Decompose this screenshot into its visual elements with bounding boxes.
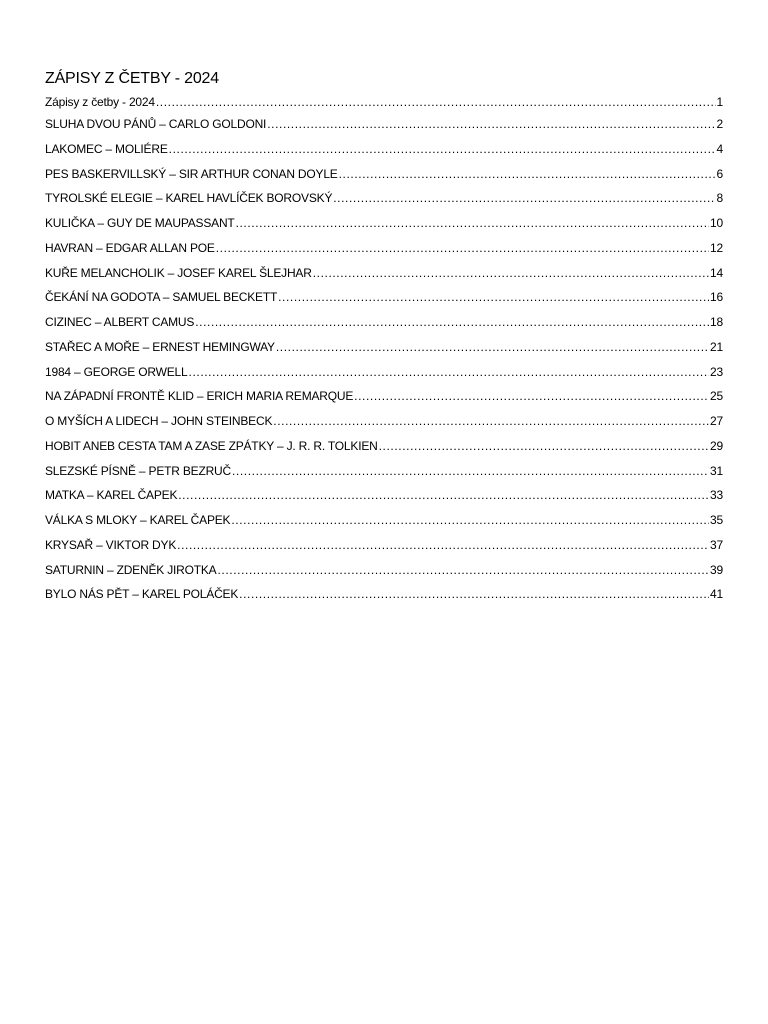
toc-entry[interactable] — [45, 285, 723, 310]
toc-page-number: 29 — [710, 438, 723, 453]
toc-entry[interactable] — [45, 137, 723, 162]
toc-page-number: 27 — [710, 414, 723, 428]
toc-entry[interactable] — [45, 310, 723, 335]
toc-dot-leader — [177, 533, 709, 558]
toc-entry[interactable] — [45, 558, 723, 583]
toc-entry[interactable] — [45, 261, 723, 286]
toc-entry-title: LAKOMEC – MOLIÉRE — [45, 141, 168, 156]
toc-dot-leader — [276, 335, 709, 360]
toc-page-number: 23 — [710, 364, 723, 379]
toc-entry[interactable] — [45, 236, 723, 261]
toc-dot-leader — [239, 582, 709, 607]
table-of-contents — [45, 92, 723, 607]
toc-entry[interactable] — [45, 533, 723, 558]
toc-dot-leader — [313, 261, 709, 286]
toc-dot-leader — [195, 310, 709, 335]
toc-page-number: 21 — [710, 339, 723, 354]
toc-entry-title: VÁLKA S MLOKY – KAREL ČAPEK — [45, 513, 231, 527]
toc-entry[interactable] — [45, 483, 723, 508]
toc-entry[interactable] — [45, 186, 723, 211]
toc-entry[interactable] — [45, 384, 723, 409]
toc-page-number: 18 — [710, 315, 723, 329]
toc-entry-title: BYLO NÁS PĚT – KAREL POLÁČEK — [45, 587, 239, 602]
toc-entry[interactable] — [45, 112, 723, 137]
toc-entry-title: STAŘEC A MOŘE – ERNEST HEMINGWAY — [45, 339, 275, 354]
toc-dot-leader — [339, 162, 716, 187]
toc-entry-title: KRYSAŘ – VIKTOR DYK — [45, 537, 177, 552]
toc-page-number: 8 — [716, 191, 723, 206]
toc-page-number: 39 — [710, 562, 723, 577]
toc-entry-title: Zápisy z četby - 2024 — [45, 95, 155, 109]
toc-dot-leader — [169, 137, 716, 162]
toc-entry[interactable] — [45, 409, 723, 434]
toc-page-number: 10 — [710, 216, 723, 230]
toc-dot-leader — [354, 384, 709, 409]
toc-page-number: 35 — [710, 513, 723, 527]
toc-page-number: 16 — [710, 290, 723, 305]
toc-entry-title: O MYŠÍCH A LIDECH – JOHN STEINBECK — [45, 414, 273, 428]
toc-dot-leader — [267, 112, 715, 137]
toc-entry-title: KULIČKA – GUY DE MAUPASSANT — [45, 216, 235, 230]
toc-page-number: 41 — [710, 587, 723, 602]
toc-entry-title: ČEKÁNÍ NA GODOTA – SAMUEL BECKETT — [45, 290, 278, 305]
toc-entry-title: TYROLSKÉ ELEGIE – KAREL HAVLÍČEK BOROVSKÝ — [45, 191, 333, 206]
document-heading: ZÁPISY Z ČETBY - 2024 — [45, 70, 219, 87]
toc-dot-leader — [232, 459, 709, 484]
toc-entry[interactable] — [45, 582, 723, 607]
toc-entry-title: SATURNIN – ZDENĚK JIROTKA — [45, 562, 217, 577]
toc-page-number: 6 — [716, 166, 723, 181]
toc-page-number: 25 — [710, 389, 723, 404]
toc-entry[interactable] — [45, 211, 723, 236]
toc-dot-leader — [236, 211, 709, 236]
toc-entry-title: HAVRAN – EDGAR ALLAN POE — [45, 240, 215, 255]
toc-entry-title: SLUHA DVOU PÁNŮ – CARLO GOLDONI — [45, 117, 267, 131]
toc-entry-title: SLEZSKÉ PÍSNĚ – PETR BEZRUČ — [45, 463, 231, 478]
toc-page-number: 33 — [710, 488, 723, 503]
toc-page-number: 14 — [710, 265, 723, 280]
toc-page-number: 1 — [716, 95, 723, 109]
toc-entry[interactable] — [45, 459, 723, 484]
toc-page-number: 37 — [710, 537, 723, 552]
toc-dot-leader — [156, 92, 716, 112]
toc-page-number: 31 — [710, 463, 723, 478]
toc-dot-leader — [189, 360, 710, 385]
toc-dot-leader — [178, 483, 709, 508]
toc-entry[interactable] — [45, 360, 723, 385]
toc-entry-title: MATKA – KAREL ČAPEK — [45, 488, 178, 503]
toc-entry-title: NA ZÁPADNÍ FRONTĚ KLID – ERICH MARIA REMARQUE — [45, 389, 354, 404]
toc-entry-title: KUŘE MELANCHOLIK – JOSEF KAREL ŠLEJHAR — [45, 265, 312, 280]
toc-page-number: 2 — [716, 117, 723, 131]
toc-dot-leader — [278, 285, 709, 310]
toc-page-number: 12 — [710, 240, 723, 255]
toc-dot-leader — [273, 409, 709, 434]
toc-entry[interactable] — [45, 508, 723, 533]
toc-entry[interactable] — [45, 92, 723, 112]
toc-dot-leader — [379, 434, 709, 459]
toc-dot-leader — [333, 186, 715, 211]
toc-entry-title: HOBIT ANEB CESTA TAM A ZASE ZPÁTKY – J. R. R. TOLKIEN — [45, 438, 378, 453]
toc-entry-title: 1984 – GEORGE ORWELL — [45, 364, 188, 379]
toc-dot-leader — [217, 558, 709, 583]
toc-dot-leader — [231, 508, 709, 533]
toc-dot-leader — [216, 236, 709, 261]
document-page — [45, 66, 723, 607]
toc-entry[interactable] — [45, 335, 723, 360]
toc-entry[interactable] — [45, 434, 723, 459]
toc-entry-title: CIZINEC – ALBERT CAMUS — [45, 315, 195, 329]
toc-entry[interactable] — [45, 162, 723, 187]
toc-entry-title: PES BASKERVILLSKÝ – SIR ARTHUR CONAN DOYLE — [45, 166, 338, 181]
toc-page-number: 4 — [716, 141, 723, 156]
